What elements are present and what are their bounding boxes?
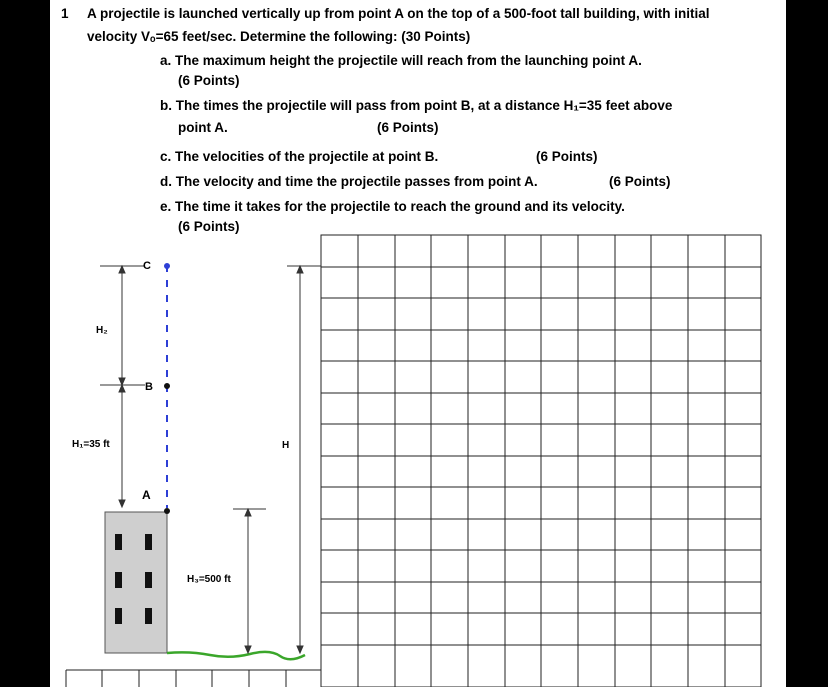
part-b-text: b. The times the projectile will pass from point B, at a distance H₁=35 feet above [160, 98, 673, 113]
worksheet-page [50, 0, 786, 687]
graph-paper-grid [321, 235, 761, 687]
problem-statement-line-2: velocity Vₒ=65 feet/sec. Determine the following: (30 Points) [87, 29, 471, 44]
part-a-text: a. The maximum height the projectile will reach from the launching point A. [160, 53, 642, 68]
point-c-label: C [143, 260, 151, 272]
h2-label: H₂ [96, 325, 108, 336]
h3-label: H₃=500 ft [187, 574, 231, 585]
h1-h2-dimension [100, 266, 145, 507]
part-c-points: (6 Points) [536, 149, 598, 164]
part-e-points: (6 Points) [178, 219, 240, 234]
part-c-text: c. The velocities of the projectile at point B. [160, 149, 439, 164]
problem-number: 1 [61, 6, 69, 21]
point-b-marker [164, 383, 170, 389]
projectile-diagram [50, 0, 786, 687]
h-label: H [282, 440, 290, 451]
h1-label: H₁=35 ft [72, 439, 110, 450]
part-b-text-continued: point A. [178, 120, 228, 135]
point-a-label: A [142, 488, 151, 502]
point-a-marker [164, 508, 170, 514]
ground-line [167, 652, 305, 659]
h3-dimension [233, 509, 266, 653]
h-dimension [287, 266, 321, 653]
part-d-points: (6 Points) [609, 174, 671, 189]
part-a-points: (6 Points) [178, 73, 240, 88]
part-d-text: d. The velocity and time the projectile passes from point A. [160, 174, 538, 189]
problem-statement-line-1: A projectile is launched vertically up from point A on the top of a 500-foot tall building, with initial [87, 6, 710, 21]
point-b-label: B [145, 381, 153, 393]
part-e-text: e. The time it takes for the projectile to reach the ground and its velocity. [160, 199, 625, 214]
part-b-points: (6 Points) [377, 120, 439, 135]
bottom-grid-strip [66, 670, 321, 687]
point-c-marker [164, 263, 170, 269]
building [105, 512, 167, 653]
